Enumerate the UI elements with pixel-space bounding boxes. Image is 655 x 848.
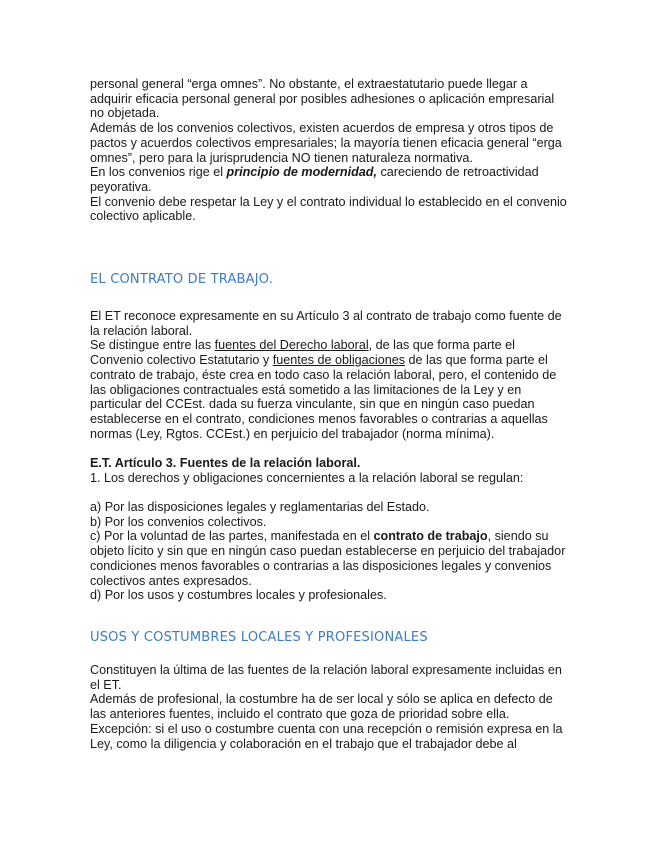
article-title: E.T. Artículo 3. Fuentes de la relación laboral. (90, 456, 361, 470)
paragraph: personal general “erga omnes”. No obstante, el extraestatutario puede llegar a adquirir eficacia personal general por posibles adhesiones o aplicación empresarial no objetada. (90, 77, 555, 121)
article-3-list (90, 500, 570, 603)
usos-paragraphs (90, 663, 570, 751)
list-item: a) Por las disposiciones legales y reglamentarias del Estado. (90, 500, 430, 514)
underlined-term: fuentes de obligaciones (272, 353, 406, 368)
article-3-header (90, 456, 570, 485)
paragraph: Se distingue entre las fuentes del Derecho laboral, de las que forma parte el Convenio colectivo Estatutario y fuentes de obligaciones de las que forma parte el contrato de trabajo, éste crea en todo caso la relación laboral, pero, el contenido de las obligaciones contractuales está sometido a las limitaciones de la Ley y en particular del CCEst. dada su fuerza vinculante, sin que en ningún caso puedan establecerse en el contrato, condiciones menos favorables o contrarias a aquellas normas (Ley, Rgtos. CCEst.) en perjuicio del trabajador (norma mínima). (90, 338, 557, 441)
section-heading-usos: USOS Y COSTUMBRES LOCALES Y PROFESIONALES (90, 630, 428, 645)
list-item: b) Por los convenios colectivos. (90, 514, 267, 529)
convenios-paragraphs (90, 77, 570, 224)
paragraph: El ET reconoce expresamente en su Artículo 3 al contrato de trabajo como fuente de la relación laboral. (90, 309, 562, 338)
list-item: c) Por la voluntad de las partes, manifestada en el contrato de trabajo, siendo su objeto lícito y sin que en ningún caso puedan establecerse en perjuicio del trabajador condiciones menos favorables o contrarias a las disposiciones legales y convenios colectivos antes expresados. (90, 529, 566, 588)
emphasis-principle: principio de modernidad, (226, 165, 377, 180)
underlined-term: fuentes del Derecho laboral (214, 338, 369, 353)
emphasis-contrato: contrato de trabajo (373, 529, 488, 544)
paragraph: En los convenios rige el principio de modernidad, careciendo de retroactividad peyorativa. (90, 165, 539, 194)
paragraph: Además de profesional, la costumbre ha de ser local y sólo se aplica en defecto de las anteriores fuentes, incluido el contrato que goza de prioridad sobre ella. (90, 692, 553, 722)
contrato-paragraphs (90, 309, 570, 441)
paragraph: Además de los convenios colectivos, existen acuerdos de empresa y otros tipos de pactos y acuerdos colectivos empresariales; la mayoría tienen eficacia general “erga omnes”, pero para la jurisprudencia NO tienen naturaleza normativa. (90, 121, 562, 165)
paragraph: 1. Los derechos y obligaciones concernientes a la relación laboral se regulan: (90, 470, 524, 485)
paragraph: Excepción: si el uso o costumbre cuenta con una recepción o remisión expresa en la Ley, como la diligencia y colaboración en el trabajo que el trabajador debe al (90, 721, 563, 751)
paragraph: Constituyen la última de las fuentes de la relación laboral expresamente incluidas en el ET. (90, 663, 562, 692)
section-heading-contrato: EL CONTRATO DE TRABAJO. (90, 272, 274, 287)
paragraph: El convenio debe respetar la Ley y el contrato individual lo establecido en el convenio colectivo aplicable. (90, 194, 567, 224)
list-item: d) Por los usos y costumbres locales y profesionales. (90, 588, 387, 603)
